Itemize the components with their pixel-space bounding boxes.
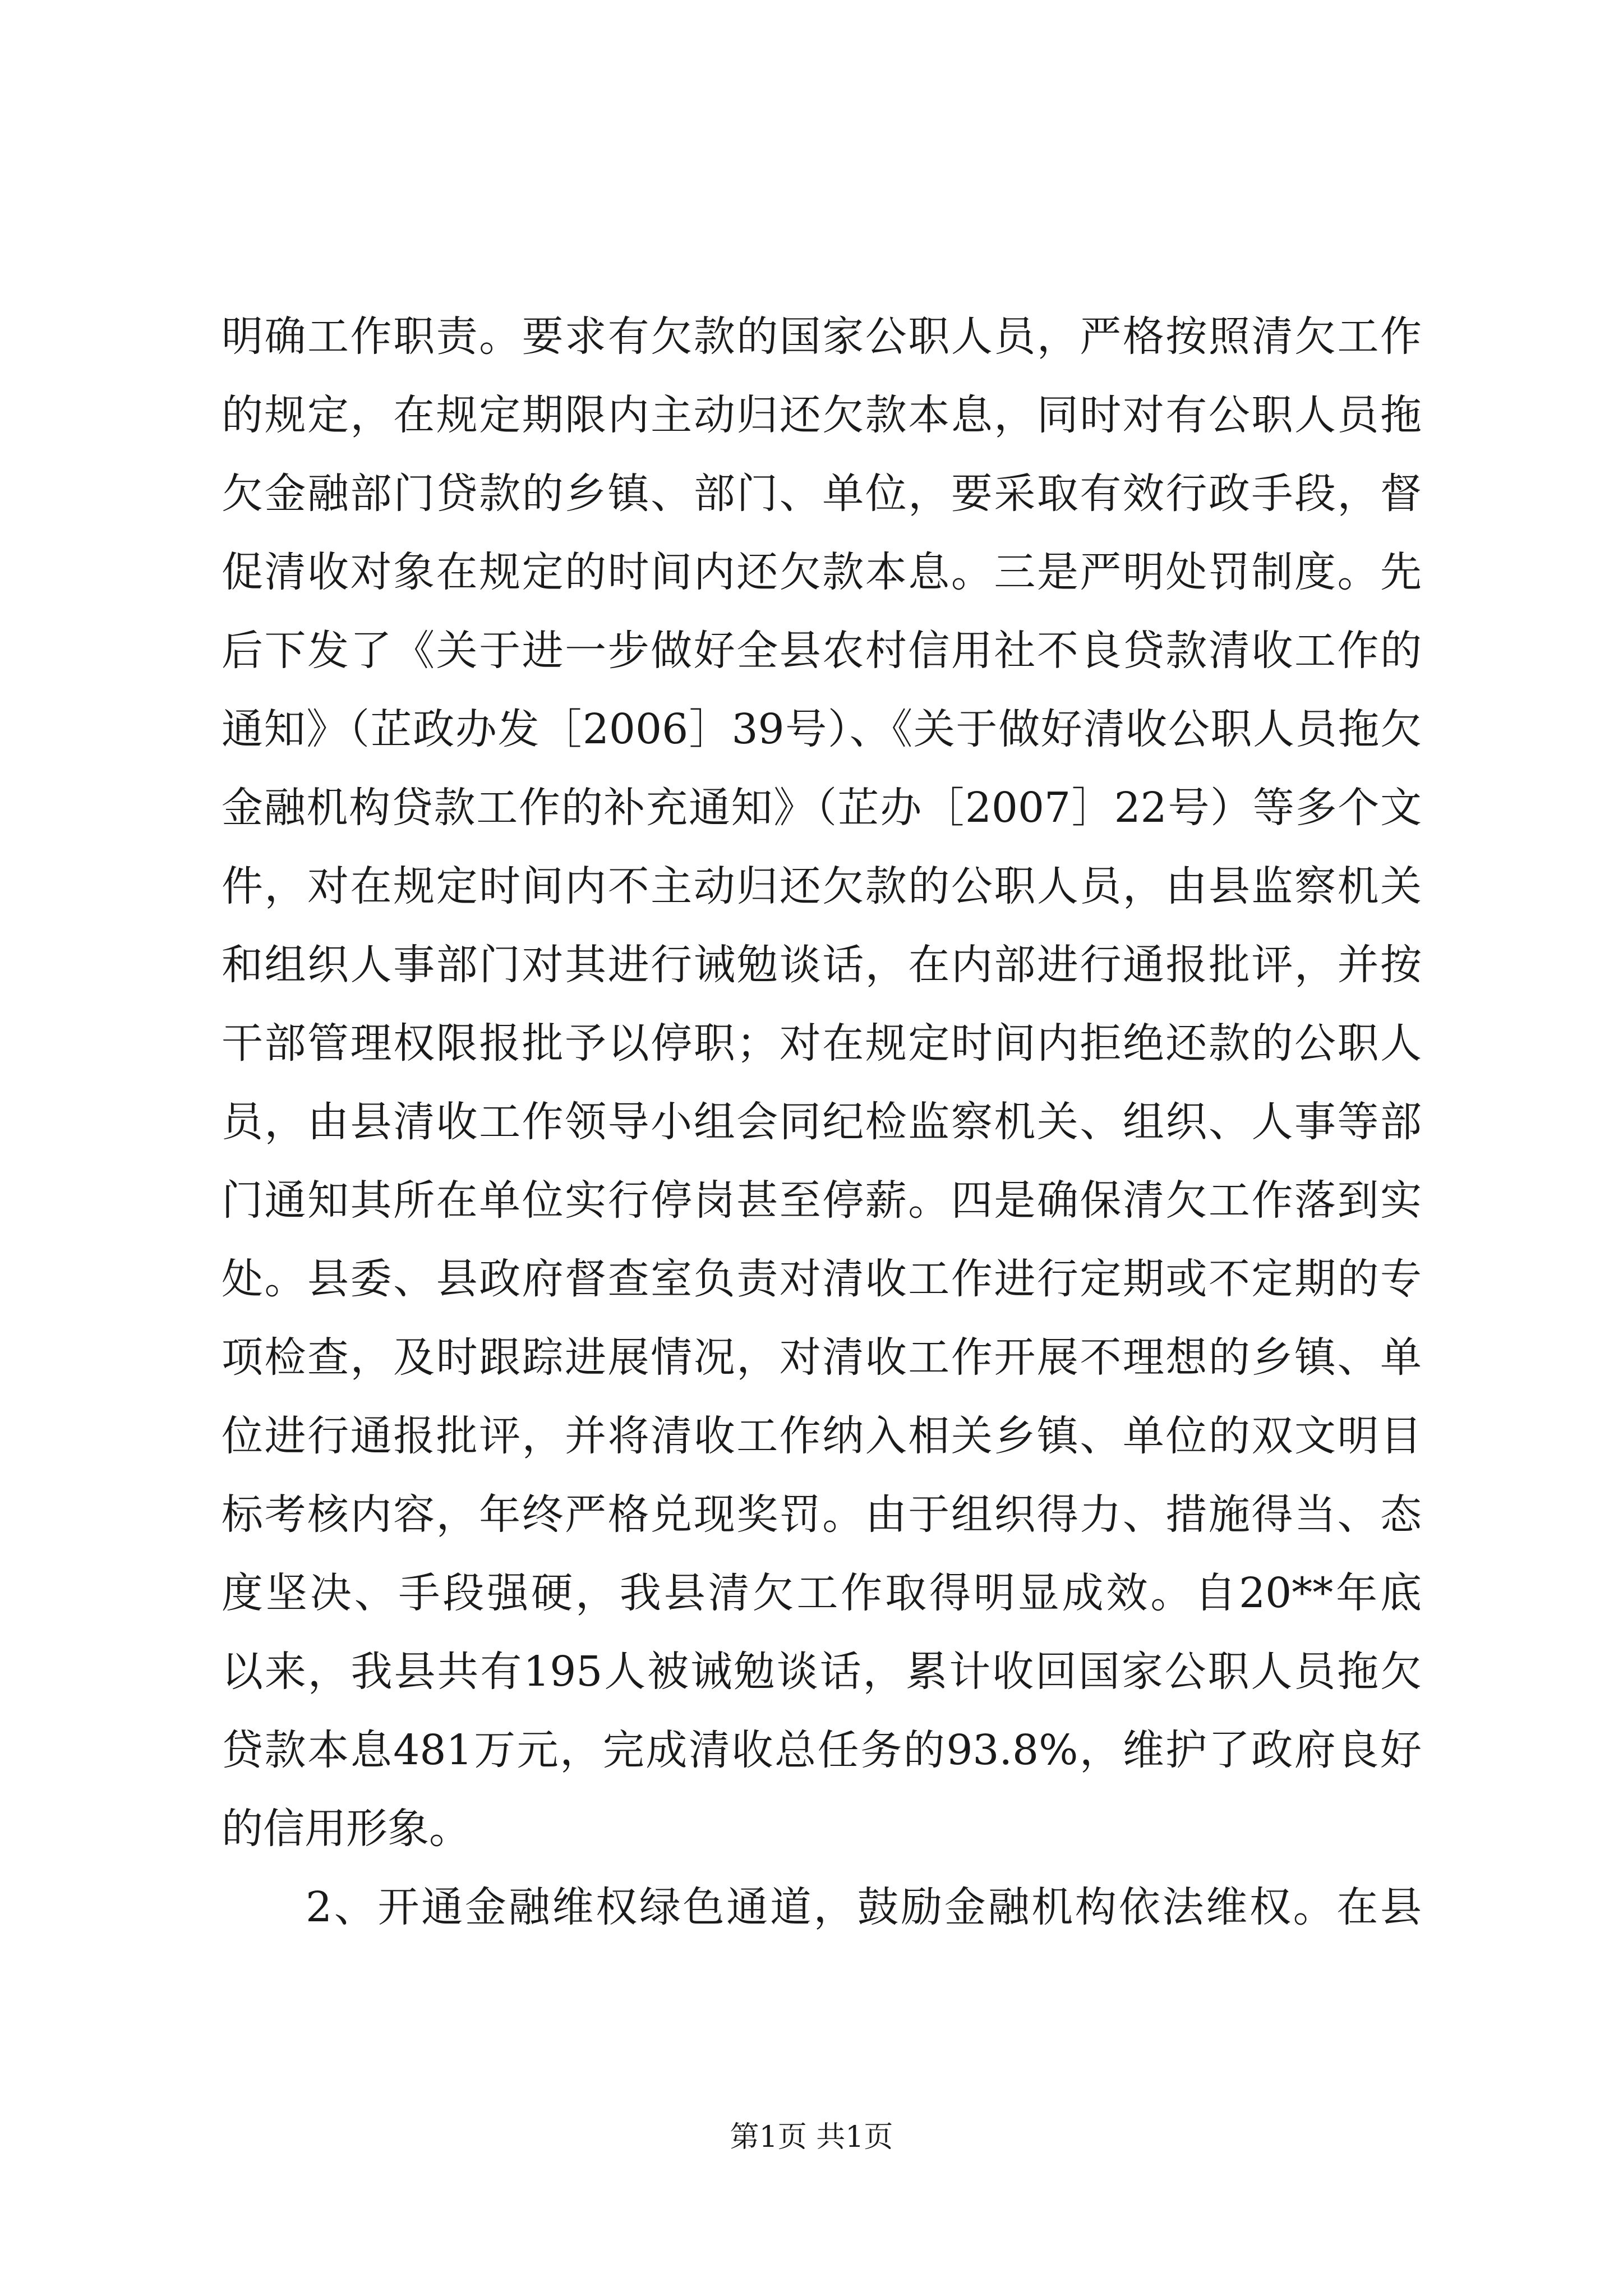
text-line: 项检查，及时跟踪进展情况，对清收工作开展不理想的乡镇、单 bbox=[222, 1333, 1422, 1382]
text-line: 的信用形象。 bbox=[222, 1805, 471, 1853]
text-line: 以来，我县共有195人被诫勉谈话，累计收回国家公职人员拖欠 bbox=[222, 1648, 1422, 1696]
text-line: 通知》（芷政办发［2006］39号）、《关于做好清收公职人员拖欠 bbox=[222, 705, 1422, 753]
text-line: 欠金融部门贷款的乡镇、部门、单位，要采取有效行政手段，督 bbox=[222, 470, 1422, 518]
text-line: 员，由县清收工作领导小组会同纪检监察机关、组织、人事等部 bbox=[222, 1098, 1422, 1146]
paragraph-2-first-line: 2、开通金融维权绿色通道，鼓励金融机构依法维权。在县 bbox=[306, 1883, 1422, 1931]
document-body bbox=[222, 297, 1422, 1947]
text-line: 位进行通报批评，并将清收工作纳入相关乡镇、单位的双文明目 bbox=[222, 1412, 1422, 1460]
text-line: 件，对在规定时间内不主动归还欠款的公职人员，由县监察机关 bbox=[222, 862, 1422, 910]
text-line: 标考核内容，年终严格兑现奖罚。由于组织得力、措施得当、态 bbox=[222, 1490, 1422, 1539]
page-number-footer: 第1页 共1页 bbox=[730, 2120, 893, 2154]
text-line: 和组织人事部门对其进行诫勉谈话，在内部进行通报批评，并按 bbox=[222, 941, 1422, 989]
text-line: 的规定，在规定期限内主动归还欠款本息，同时对有公职人员拖 bbox=[222, 391, 1422, 439]
text-line: 明确工作职责。要求有欠款的国家公职人员，严格按照清欠工作 bbox=[222, 312, 1422, 361]
text-line: 贷款本息481万元，完成清收总任务的93.8%，维护了政府良好 bbox=[222, 1726, 1422, 1774]
text-line: 干部管理权限报批予以停职；对在规定时间内拒绝还款的公职人 bbox=[222, 1019, 1422, 1068]
text-line: 促清收对象在规定的时间内还欠款本息。三是严明处罚制度。先 bbox=[222, 548, 1422, 596]
text-line: 后下发了《关于进一步做好全县农村信用社不良贷款清收工作的 bbox=[222, 627, 1422, 675]
text-line: 门通知其所在单位实行停岗甚至停薪。四是确保清欠工作落到实 bbox=[222, 1176, 1422, 1225]
text-line: 度坚决、手段强硬，我县清欠工作取得明显成效。自20**年底 bbox=[222, 1569, 1422, 1617]
text-line: 处。县委、县政府督查室负责对清收工作进行定期或不定期的专 bbox=[222, 1255, 1422, 1303]
text-line: 金融机构贷款工作的补充通知》（芷办［2007］22号）等多个文 bbox=[222, 784, 1422, 832]
